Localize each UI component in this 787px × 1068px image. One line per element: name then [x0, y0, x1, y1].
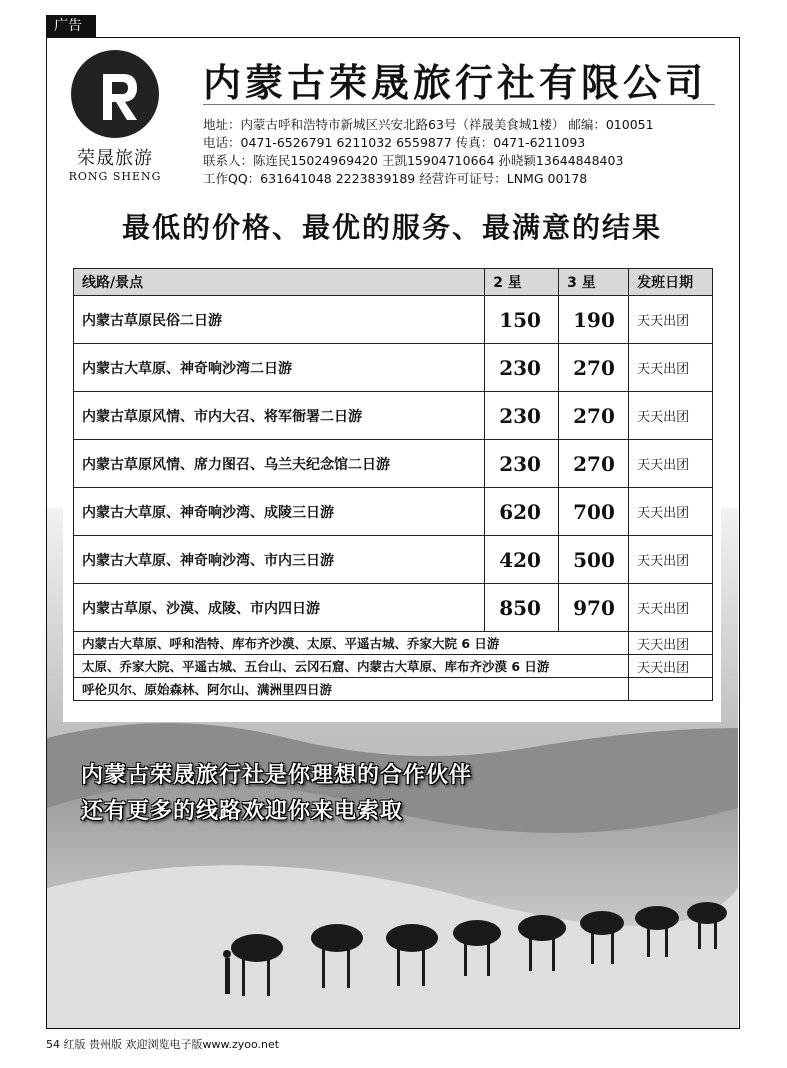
- table-row: [74, 536, 713, 584]
- table-row: [74, 440, 713, 488]
- table-row: [74, 344, 713, 392]
- departure-schedule: 天天出团: [629, 440, 713, 488]
- price-3star: 970: [559, 584, 629, 632]
- table-row: [74, 584, 713, 632]
- departure-schedule: 天天出团: [629, 488, 713, 536]
- col-header-departure: 发班日期: [629, 269, 713, 296]
- inquiry-tagline: 还有更多的线路欢迎你来电索取: [81, 799, 404, 824]
- price-3star: 270: [559, 392, 629, 440]
- table-row: [74, 632, 713, 655]
- departure-schedule: 天天出团: [629, 632, 713, 655]
- route-name: 内蒙古草原、沙漠、成陵、市内四日游: [74, 584, 485, 632]
- phone-line: 电话：0471-6526791 6211032 6559877 传真：0471-6211093: [203, 135, 586, 150]
- route-name: 内蒙古大草原、神奇响沙湾、成陵三日游: [74, 488, 485, 536]
- price-3star: 270: [559, 440, 629, 488]
- price-2star: 230: [485, 392, 559, 440]
- table-row: [74, 488, 713, 536]
- partner-tagline: 内蒙古荣晟旅行社是你理想的合作伙伴: [81, 763, 473, 788]
- price-2star: 230: [485, 440, 559, 488]
- address-line: 地址：内蒙古呼和浩特市新城区兴安北路63号（祥晟美食城1楼） 邮编：010051: [203, 117, 654, 132]
- price-3star: 700: [559, 488, 629, 536]
- col-header-2star: 2 星: [485, 269, 559, 296]
- ad-content-panel: [63, 42, 721, 722]
- price-2star: 420: [485, 536, 559, 584]
- price-3star: 270: [559, 344, 629, 392]
- col-header-3star: 3 星: [559, 269, 629, 296]
- table-row: [74, 655, 713, 678]
- header-divider: [203, 104, 715, 105]
- departure-schedule: 天天出团: [629, 344, 713, 392]
- ad-tag: 广告: [46, 15, 96, 37]
- route-name: 内蒙古草原风情、席力图召、乌兰夫纪念馆二日游: [74, 440, 485, 488]
- route-name: 呼伦贝尔、原始森林、阿尔山、满洲里四日游: [74, 678, 629, 701]
- route-name: 太原、乔家大院、平遥古城、五台山、云冈石窟、内蒙古大草原、库布齐沙漠 6 日游: [74, 655, 629, 678]
- table-row: [74, 296, 713, 344]
- rong-sheng-logo: [63, 48, 167, 186]
- route-name: 内蒙古大草原、呼和浩特、库布齐沙漠、太原、平遥古城、乔家大院 6 日游: [74, 632, 629, 655]
- col-header-route: 线路/景点: [74, 269, 485, 296]
- route-name: 内蒙古大草原、神奇响沙湾二日游: [74, 344, 485, 392]
- slogan: 最低的价格、最优的服务、最满意的结果: [121, 211, 662, 244]
- logo-english-name: RONG SHENG: [68, 170, 162, 183]
- price-2star: 620: [485, 488, 559, 536]
- table-header-row: [74, 269, 713, 296]
- price-2star: 850: [485, 584, 559, 632]
- route-name: 内蒙古草原民俗二日游: [74, 296, 485, 344]
- logo-chinese-name: 荣晟旅游: [77, 148, 153, 169]
- company-name: 内蒙古荣晟旅行社有限公司: [203, 61, 708, 105]
- departure-schedule: 天天出团: [629, 392, 713, 440]
- departure-schedule: [629, 678, 713, 701]
- table-row: [74, 392, 713, 440]
- departure-schedule: 天天出团: [629, 536, 713, 584]
- ad-frame: [46, 37, 740, 1029]
- departure-schedule: 天天出团: [629, 296, 713, 344]
- departure-schedule: 天天出团: [629, 655, 713, 678]
- price-2star: 230: [485, 344, 559, 392]
- rong-sheng-logo-mark: [63, 48, 167, 140]
- qq-license-line: 工作QQ：631641048 2223839189 经营许可证号：LNMG 00178: [203, 171, 588, 186]
- route-name: 内蒙古草原风情、市内大召、将军衙署二日游: [74, 392, 485, 440]
- table-row: [74, 678, 713, 701]
- page-footer: 54 红版 贵州版 欢迎浏览电子版www.zyoo.net: [46, 1038, 280, 1051]
- price-2star: 150: [485, 296, 559, 344]
- price-3star: 500: [559, 536, 629, 584]
- price-3star: 190: [559, 296, 629, 344]
- departure-schedule: 天天出团: [629, 584, 713, 632]
- route-name: 内蒙古大草原、神奇响沙湾、市内三日游: [74, 536, 485, 584]
- tour-price-table: [73, 268, 713, 701]
- contacts-line: 联系人：陈连民15024969420 王凯15904710664 孙晓颖13644848403: [203, 153, 624, 168]
